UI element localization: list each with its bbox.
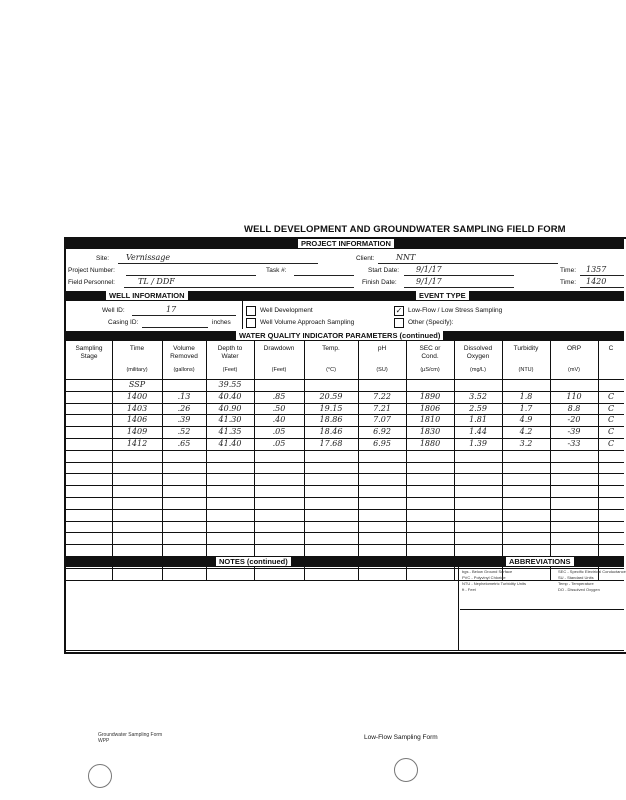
start-date-value[interactable]: 9/1/17 [416, 265, 442, 274]
start-time-value[interactable]: 1357 [586, 265, 607, 274]
punch-hole-right [394, 758, 418, 782]
casing-unit: inches [212, 319, 231, 326]
abbr-section-heading: ABBREVIATIONS [506, 557, 574, 566]
wq-cell[interactable]: 39.55 [218, 380, 242, 389]
wq-row-line [66, 462, 624, 463]
wq-cell[interactable]: 1810 [419, 415, 441, 425]
footer-left-line2: WPP [98, 738, 110, 744]
wq-cell[interactable]: C [607, 427, 615, 437]
abbr-item: NTU - Nephelometric Turbidity Units [462, 581, 527, 586]
client-underline [378, 263, 558, 264]
event-option-0-label: Well Development [260, 307, 313, 314]
event-option-1-label: Well Volume Approach Sampling [260, 319, 355, 326]
wq-cell[interactable]: .65 [177, 439, 191, 448]
wq-cell[interactable]: 4.2 [519, 427, 533, 437]
wq-column-header: Drawdown [263, 345, 295, 352]
event-option-2-checkbox[interactable]: ✓ [395, 306, 403, 315]
finish-time-label: Time: [560, 279, 577, 286]
finish-date-underline [404, 287, 514, 288]
abbr-item: bgs - Below Ground Surface [462, 569, 513, 574]
wq-row-line [66, 532, 624, 533]
wq-cell[interactable]: 1806 [419, 403, 441, 413]
wq-column-header: C [608, 345, 614, 352]
task-label: Task #: [266, 267, 287, 274]
footer-left-line1: Groundwater Sampling Form [98, 732, 163, 738]
wq-column-header: pH [377, 345, 387, 352]
wq-cell[interactable]: 8.8 [567, 403, 581, 413]
casing-underline [142, 327, 208, 328]
wq-row-line [66, 521, 624, 522]
form-frame [64, 237, 626, 654]
wq-column-unit: (NTU) [518, 367, 534, 373]
client-label: Client: [356, 255, 375, 262]
wq-cell[interactable]: 1830 [419, 427, 441, 437]
wq-cell[interactable]: 41.40 [218, 439, 242, 448]
start-time-underline [580, 275, 624, 276]
wq-column-header: Time [129, 345, 145, 352]
wq-column-header: Dissolved Oxygen [463, 345, 493, 360]
wq-cell[interactable]: 1406 [126, 415, 148, 425]
wq-cell[interactable]: 7.22 [373, 391, 391, 401]
wq-cell[interactable]: .85 [272, 391, 286, 401]
wq-column-header: ORP [566, 345, 582, 352]
wq-row-line [66, 473, 624, 474]
event-option-0-checkbox[interactable] [246, 306, 256, 316]
wq-cell[interactable]: 1400 [126, 391, 148, 401]
client-value[interactable]: NNT [396, 253, 416, 262]
wq-cell[interactable]: 1890 [419, 391, 441, 401]
project-section-heading: PROJECT INFORMATION [298, 239, 394, 248]
wq-cell[interactable]: C [607, 415, 615, 425]
well-section-heading: WELL INFORMATION [106, 291, 188, 300]
start-date-label: Start Date: [368, 267, 400, 274]
wq-column-header: Turbidity [513, 345, 539, 352]
wq-cell[interactable]: 40.90 [218, 403, 242, 413]
wq-cell[interactable]: 1.8 [519, 391, 533, 401]
wq-cell[interactable]: 3.52 [469, 391, 487, 401]
wq-column-unit: (military) [126, 367, 148, 373]
finish-time-underline [580, 287, 624, 288]
event-section-heading: EVENT TYPE [416, 291, 469, 300]
finish-date-label: Finish Date: [362, 279, 397, 286]
abbr-item: SU - Standard Units [558, 575, 594, 580]
wq-cell[interactable]: 18.86 [319, 415, 343, 425]
wq-cell[interactable]: .52 [177, 427, 191, 437]
wq-column-unit: (Feet) [271, 367, 287, 373]
wq-column-unit: (gallons) [173, 367, 195, 373]
wq-cell[interactable]: .05 [272, 427, 286, 437]
wq-column-header: SEC or Cond. [419, 345, 441, 360]
wq-cell[interactable]: 2.59 [469, 403, 487, 413]
wq-column-header: Depth to Water [217, 345, 243, 360]
wq-column-unit: (Feet) [222, 367, 238, 373]
wq-column-unit: (mg/L) [470, 367, 486, 373]
abbr-item: Temp - Temperature [558, 581, 594, 586]
event-option-2-label: Low-Flow / Low Stress Sampling [408, 307, 503, 314]
wq-cell[interactable]: 41.30 [218, 415, 242, 425]
event-option-3-label: Other (Specify): [408, 319, 454, 326]
wq-cell[interactable]: 1.44 [469, 427, 487, 437]
task-underline [294, 275, 354, 276]
wq-cell[interactable]: 1403 [126, 403, 148, 413]
wq-column-unit: (µS/cm) [420, 367, 440, 373]
wq-column-unit: (mV) [568, 367, 580, 373]
form-title: WELL DEVELOPMENT AND GROUNDWATER SAMPLING FIELD FORM [244, 224, 566, 235]
wq-cell[interactable]: 20.59 [319, 391, 343, 401]
wq-cell[interactable]: 7.21 [373, 403, 391, 413]
wq-cell[interactable]: -20 [567, 415, 581, 425]
wq-cell[interactable]: .26 [177, 403, 191, 413]
site-underline [118, 263, 318, 264]
footer-center: Low-Flow Sampling Form [364, 734, 438, 741]
wq-cell[interactable]: .39 [177, 415, 191, 425]
wq-cell[interactable]: 19.15 [319, 403, 343, 413]
well-id-underline [132, 315, 236, 316]
notes-area[interactable] [68, 569, 456, 649]
wq-row-line [66, 450, 624, 451]
wq-cell[interactable]: 4.9 [519, 415, 533, 425]
notes-section-heading: NOTES (continued) [216, 557, 291, 566]
wq-row-line [66, 509, 624, 510]
wq-cell[interactable]: 110 [566, 391, 582, 401]
start-date-underline [404, 275, 514, 276]
well-event-divider [242, 291, 243, 329]
wq-cell[interactable]: -33 [567, 439, 581, 448]
wq-cell[interactable]: 17.68 [319, 439, 343, 448]
site-label: Site: [96, 255, 110, 262]
wq-cell[interactable]: C [607, 403, 615, 413]
wq-cell[interactable]: 1.81 [469, 415, 487, 425]
wq-cell[interactable]: 18.46 [319, 427, 343, 437]
wq-column-header: Volume Removed [170, 345, 198, 360]
field-personnel-underline [124, 287, 354, 288]
abbr-item: ft - Feet [462, 587, 476, 592]
wq-cell[interactable]: .05 [272, 439, 286, 448]
wq-column-unit: (SU) [376, 367, 388, 373]
field-personnel-value[interactable]: TL / DDF [138, 277, 175, 286]
event-option-1-checkbox[interactable] [246, 318, 256, 328]
abbr-item: PVC - Polyvinyl Chloride [462, 575, 506, 580]
wq-cell[interactable]: .50 [272, 403, 286, 413]
wq-column-unit: (°C) [326, 367, 336, 373]
site-value[interactable]: Vernissage [126, 253, 171, 262]
well-id-value[interactable]: 17 [166, 305, 177, 314]
abbr-divider [460, 609, 624, 610]
wq-column-header: Temp. [322, 345, 340, 352]
abbr-item: SEC - Specific Electrical Conductance [558, 569, 626, 574]
wq-row-line [66, 544, 624, 545]
wq-cell[interactable]: 1.7 [519, 403, 533, 413]
wq-column-header: Sampling Stage [75, 345, 103, 360]
wq-cell[interactable]: 41.35 [218, 427, 242, 437]
event-option-3-checkbox[interactable] [394, 318, 404, 328]
wq-cell[interactable]: C [607, 391, 615, 401]
project-number-underline [126, 275, 256, 276]
wq-cell[interactable]: .13 [177, 391, 191, 401]
wq-cell[interactable]: -39 [567, 427, 581, 437]
wq-cell[interactable]: C [607, 439, 615, 448]
wq-cell[interactable]: 7.07 [373, 415, 391, 425]
wq-cell[interactable]: 6.92 [373, 427, 391, 437]
wq-cell[interactable]: 1880 [419, 439, 441, 448]
start-time-label: Time: [560, 267, 577, 274]
wq-cell[interactable]: 1409 [126, 427, 148, 437]
abbr-item: DO - Dissolved Oxygen [558, 587, 600, 592]
wq-cell[interactable]: SSP [128, 380, 146, 389]
wq-cell[interactable]: 3.2 [519, 439, 533, 448]
casing-label: Casing ID: [108, 319, 139, 326]
punch-hole-left [88, 764, 112, 788]
finish-date-value[interactable]: 9/1/17 [416, 277, 442, 286]
finish-time-value[interactable]: 1420 [586, 277, 607, 286]
wq-row-line [66, 485, 624, 486]
notes-bottom-line [66, 650, 624, 651]
project-number-label: Project Number: [68, 267, 115, 274]
wq-cell[interactable]: 6.95 [373, 439, 391, 448]
well-id-label: Well ID: [102, 307, 125, 314]
wq-cell[interactable]: 1.39 [469, 439, 487, 448]
wq-cell[interactable]: 1412 [126, 439, 148, 448]
wq-cell[interactable]: .40 [272, 415, 286, 425]
wq-row-line [66, 497, 624, 498]
field-personnel-label: Field Personnel: [68, 279, 115, 286]
wq-cell[interactable]: 40.40 [218, 391, 242, 401]
wq-section-heading: WATER QUALITY INDICATOR PARAMETERS (continued) [236, 331, 443, 340]
notes-abbr-divider [458, 557, 459, 650]
